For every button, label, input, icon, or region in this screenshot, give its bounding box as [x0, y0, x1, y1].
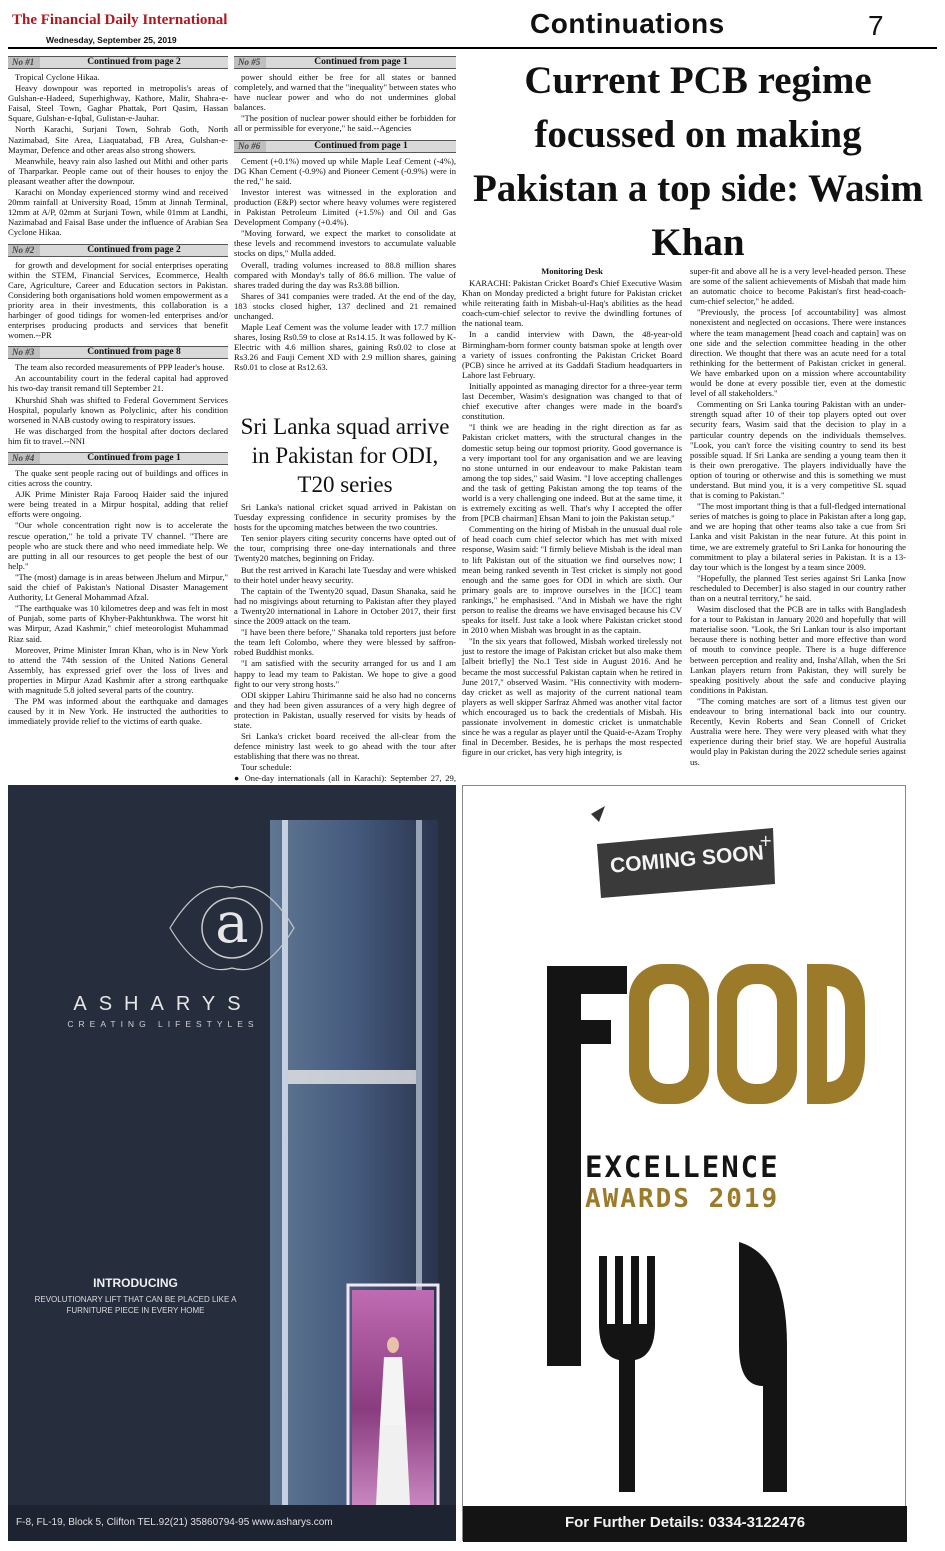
asharys-tagline: CREATING LIFESTYLES: [67, 1019, 259, 1029]
continuation-block-1: [8, 56, 228, 238]
paragraph: Shares of 341 companies were traded. At the end of the day, 183 stocks closed higher, 137 declined and 21 remained unchanged.: [234, 290, 456, 321]
paragraph: Sri Lanka's cricket board received the all-clear from the defence ministry last week to go ahead with the tour after establishing that there was no threat.: [234, 731, 456, 762]
paragraph: In a candid interview with Dawn, the 48-year-old Birmingham-born former county batsman spoke at length over a variety of issues confronting the Pakistan Cricket Board (PCB) since he arrived at its Gaddafi Stadium headquarters in Lahore last February.: [462, 329, 682, 380]
continuation-block-6: [234, 140, 456, 373]
paragraph: Heavy downpour was reported in metropolis's areas of Gulshan-e-Hadeed, Superhighway, Kathore, Malir, Shahra-e-Faisal, Steel Town, Gaghar Phattak, Port Qasim, Hassan Square, Gulshan-e-Iqbal, Gulistan-e-Jauhar.: [8, 83, 228, 124]
continuation-number: No #2: [8, 245, 40, 256]
paragraph: The captain of the Twenty20 squad, Dasun Shanaka, said he had no misgivings about returning to Pakistan after they played a Twenty20 international in Lahore in October 2017, their first since the 2009 attack on the team.: [234, 585, 456, 627]
paragraph: "The coming matches are sort of a litmus test given our endeavour to bring international back into our country. Recently, Kevin Roberts and Sean Connell of Cricket Australia were here. They were very pleased with what they experience during their brief stay. We are hopeful Australia would play in Pakistan during the 2022 schedule series against us.: [690, 695, 906, 767]
paragraph: Meanwhile, heavy rain also lashed out Mithi and other parts of Tharparkar. People came out of their houses to enjoy the pleasant weather after the downpour.: [8, 155, 228, 186]
page-number: 7: [868, 10, 884, 41]
paragraph: An accountability court in the federal capital had approved his two-day transit remand till September 21.: [8, 373, 228, 394]
excellence-text: EXCELLENCE: [585, 1150, 780, 1184]
paragraph: "Hopefully, the planned Test series against Sri Lanka [now rescheduled to December] is also staged in our country rather than on a neutral territory," he said.: [690, 572, 906, 603]
paragraph: Tour schedule:: [241, 762, 292, 773]
pcb-column-b: [690, 266, 906, 782]
paragraph: Tropical Cyclone Hikaa.: [15, 72, 100, 82]
asharys-advertisement[interactable]: [8, 785, 456, 1541]
byline: Monitoring Desk: [541, 266, 603, 276]
paragraph: Initially appointed as managing director for a three-year term last December, Wasim's designation was changed to that of chief executive after changes were made in the board's constitution.: [462, 380, 682, 422]
paragraph: "Previously, the process [of accountability] was almost nonexistent and neglected on occasions. There were instances where the team management [head coach and captain] was on one side and the selection committee heading in the other direction. We thought that there was an acute need for a total rethinking for the betterment of Pakistan cricket in general. We have embarked upon on a mission where accountability would be done at every possible tier, even at the domestic level of all stakeholders.": [690, 307, 906, 399]
paragraph: Investor interest was witnessed in the exploration and production (E&P) sector where heavy volumes were registered in Pakistan Petroleum Limited (+1.5%) and Oil and Gas Development Company (+0.4%).: [234, 186, 456, 228]
paragraph: KARACHI: Pakistan Cricket Board's Chief Executive Wasim Khan on Monday predicted a bright future for Pakistan cricket while reiterating faith in Misbah-ul-Haq's abilities as the head coach-cum-chief selector to revive the dwindling fortunes of the national team.: [462, 278, 682, 329]
sri-lanka-story: [234, 502, 456, 782]
continuation-number: No #1: [8, 57, 40, 68]
paragraph: power should either be free for all states or banned completely, and warned that the "inequality" between states who have nuclear power and who do not undermines global balances.: [234, 72, 456, 113]
newspaper-name: The Financial Daily International: [12, 12, 228, 28]
continuation-header: [234, 56, 456, 69]
continuation-block-4: [8, 452, 228, 726]
paragraph: The team also recorded measurements of PPP leader's house.: [15, 362, 225, 373]
continuation-label: Continued from page 1: [87, 453, 181, 463]
continuation-number: No #4: [8, 453, 40, 464]
asharys-logo-letter: a: [215, 891, 249, 956]
svg-text:+: +: [759, 831, 773, 850]
paragraph: "I am satisfied with the security arranged for us and I am happy to lead my team to Pakistan. We hope to give a good fight to our very strong hosts.": [234, 658, 456, 689]
asharys-description-line: REVOLUTIONARY LIFT THAT CAN BE PLACED LIKE A: [34, 1295, 237, 1304]
paragraph: Sri Lanka's national cricket squad arrived in Pakistan on Tuesday expressing confidence in security promises by the hosts for the upcoming matches between the two countries.: [234, 502, 456, 533]
pcb-headline: Current PCB regime focussed on making Pakistan a top side: Wasim Khan: [472, 59, 924, 264]
paragraph: "The (most) damage is in areas between Jhelum and Mirpur," said the chief of Pakistan's National Disaster Management Authority, Lt General Mohammad Afzal.: [8, 571, 228, 603]
paragraph: Karachi on Monday experienced stormy wind and received 20mm rainfall at University Road, 15mm at Jinnah Terminal, 12mm at A/P, 02mm at Surjani Town, while 01mm at Landhi, Nazimabad and Faisal Base under the influence of Arabian Sea Cyclone Hikaa.: [8, 187, 228, 238]
continuation-header: [8, 244, 228, 257]
paragraph: Commenting on Sri Lanka touring Pakistan with an under-strength squad after 10 of their top players opted out over security fears, Wasim said that the decision to play in a particular country depends on the individuals themselves. "Look, you can't force the visiting country to send its best possible squad. If Sri Lanka are sending a young team then it is their own prerogative. The players individually have the option of touring or otherwise and this is something we must understand. But mind you, it is a very competitive SL squad that is coming to Pakistan.": [690, 399, 906, 501]
paragraph: "I have been there before," Shanaka told reporters just before the team left Colombo, where they were blessed by saffron-robed Buddhist monks.: [234, 627, 456, 658]
paragraph: ODI skipper Lahiru Thirimanne said he also had no concerns and they had been given assurances of a very high degree of protection in Pakistan, usually reserved for visits by heads of state.: [234, 689, 456, 730]
food-word: [463, 786, 464, 787]
paragraph: Ten senior players citing security concerns have opted out of the tour, comprising three one-day internationals and three Twenty20 matches, beginning on Friday.: [234, 533, 456, 564]
continuation-block-3: [8, 346, 228, 446]
food-excellence-advertisement[interactable]: [462, 785, 906, 1541]
continuation-header: [8, 346, 228, 359]
paragraph: "The position of nuclear power should either be forbidden for all or permissible for everyone," he said.--Agencies: [234, 113, 456, 134]
paragraph: Maple Leaf Cement was the volume leader with 17.7 million shares, losing Rs0.59 to close at Rs14.15. It was followed by K-Electric with 4.6 million shares, gaining Rs0.02 to close at Rs3.26 and Fauji Cement XD with 2.9 million shares, gaining Rs0.01 to close at Rs12.63.: [234, 322, 456, 373]
continuation-number: No #3: [8, 347, 40, 358]
schedule-item: ● One-day internationals (all in Karachi): September 27, 29,: [234, 773, 456, 793]
paragraph: "I think we are heading in the right direction as far as Pakistan cricket matters, with the structural changes in the domestic setup being our topmost priority. Good governance is a very important tool for any organisation and we are leaving no stone unturned in our endeavour to make Pakistan team among the top sides," said Wasim. "I love accepting challenges and the task of getting Pakistan among the top teams of the world is a very challenging one indeed. But at the same time, it is extremely exciting as well. That's why I accepted the offer from [PCB chairman] Ehsan Mani to join the Pakistan setup.": [462, 422, 682, 524]
issue-date: Wednesday, September 25, 2019: [46, 35, 177, 45]
paragraph: The quake sent people racing out of buildings and offices in cities across the country.: [8, 468, 228, 489]
continuation-label: Continued from page 1: [314, 140, 408, 151]
continuation-block-2: [8, 244, 228, 341]
continuation-header: [8, 56, 228, 69]
asharys-description: [8, 1294, 263, 1316]
paragraph: AJK Prime Minister Raja Farooq Haider said the injured were being treated in a Mirpur hospital, adding that relief efforts were ongoing.: [8, 489, 228, 520]
continuation-number: No #5: [234, 57, 266, 68]
paragraph: Moreover, Prime Minister Imran Khan, who is in New York to attend the 74th session of the United Nations General Assembly, has expressed grief over the loss of lives and properties in Mirpur Azad Kashmir after a strong earthquake with magnitude 5.8 jolted several parts of the country.: [8, 644, 228, 695]
continuation-label: Continued from page 2: [87, 57, 181, 67]
asharys-brand: ASHARYS: [73, 993, 253, 1015]
paragraph: "Our whole concentration right now is to accelerate the rescue operation," he told a private TV channel. "There are people who are stuck there and who need immediate help. We are putting in all our resources to get people the best of our help.": [8, 520, 228, 571]
paragraph: Khurshid Shah was shifted to Federal Government Services Hospital, popularly known as Polyclinic, after his condition worsened in NAB custody owing to respiratory issues.: [8, 394, 228, 425]
paragraph: "Moving forward, we expect the market to consolidate at these levels and recommend investors to accumulate valuable stocks on dips," Mulla added.: [234, 228, 456, 259]
coming-soon-badge: COMING SOON: [609, 841, 765, 878]
paragraph: North Karachi, Surjani Town, Sohrab Goth, North Nazimabad, Site Area, Liaquatabad, FB Area, Gulshan-e-Maymar, Defence and other areas also strong showers.: [8, 124, 228, 155]
pcb-column-a: [462, 266, 682, 782]
asharys-introducing: INTRODUCING: [93, 1276, 178, 1290]
masthead-rule: [8, 47, 937, 49]
paragraph: Cement (+0.1%) moved up while Maple Leaf Cement (-4%), DG Khan Cement (-0.9%) and Pioneer Cement (-0.9%) were in the red," he said.: [234, 155, 456, 186]
schedule-text: One-day internationals (all in Karachi): September 27, 29,: [244, 773, 457, 784]
column-1: [8, 56, 228, 781]
asharys-footer: F-8, FL-19, Block 5, Clifton TEL.92(21) 35860794-95 www.asharys.com: [16, 1517, 333, 1528]
paragraph: Wasim disclosed that the PCB are in talks with Bangladesh for a tour to Pakistan in January 2020 and hopefully that will materialise soon. "Look, the Sri Lankan tour is also important because there is nothing better and more effective than word of mouth to convince people. There is a huge difference between perception and reality and, Insha'Allah, when the Sri Lankan players return from Pakistan, they will surely be speaking positively about the safe and conducive playing conditions in Pakistan.: [690, 604, 906, 695]
continuation-number: No #6: [234, 141, 266, 152]
paragraph: super-fit and above all he is a very level-headed person. These are some of the salient achievements of Misbah that made him an automatic choice to become Pakistan's first head-coach-cum-chief selector," he added.: [690, 266, 906, 307]
asharys-description-line: FURNITURE PIECE IN EVERY HOME: [66, 1306, 205, 1315]
paragraph: Commenting on the hiring of Misbah in the unusual dual role of head coach cum chief selector which has met with mixed response, Wasim said: "I firmly believe Misbah is the ideal man to lift Pakistan out of the situation we find ourselves now; I mean being ranked seventh in Test cricket is simply not good enough and the same goes for ODI in which are sixth. Our primary goals are to improve ourselves in the [ICC] team rankings," he emphasised. "And in Misbah we have the right person to realise the dreams we have envisaged because his CV speaks for itself. Just take a look where Pakistan cricket stood in 2010 when Misbah was brought in as the captain.: [462, 524, 682, 636]
paragraph: for growth and development for social enterprises operating within the STEM, Financial Services, Ecommerce, Health Care, Agriculture, Career and Education sectors in Pakistan. Considering both organisations hold women empowerment as a priority area in their investments, this collaboration is a harbinger of good tidings for women-led enterprises and/or enterprises producing products and services that benefit women.--PR: [8, 259, 228, 341]
paragraph: The PM was informed about the earthquake and damages caused by it in New York. He instructed the authorities to immediately provide relief to the victims of earth quake.: [8, 696, 228, 727]
paragraph: "In the six years that followed, Misbah worked tirelessly not just to restore the image of Pakistan cricket but also make them [albeit briefly] the No.1 Test side in August 2016. And he became the most successful Pakistan captain when he retired in June 2017," observed Wasim. "His connectivity with modern-day cricket as well as majority of the current national team players as well skipper Sarfraz Ahmed was another vital factor which encouraged us to back the credentials of Misbah. His passionate involvement in domestic cricket is unmatchable since he was a regular as player until the Quaid-e-Azam Trophy final in December. Besides, he is perhaps the most respected figure in our cricket, has very high integrity, is: [462, 636, 682, 758]
continuation-label: Continued from page 1: [314, 57, 408, 67]
continuation-header: [234, 140, 456, 153]
paragraph: He was discharged from the hospital after doctors declared him fit to travel.--NNI: [8, 425, 228, 446]
section-title: Continuations: [530, 8, 725, 39]
paragraph: "The earthquake was 10 kilometres deep and was felt in most of Punjab, some parts of Khyber-Pakhtunkhwa. The worst hit was Mirpur, Azad Kashmir," chief meteorologist Muhammad Riaz said.: [8, 603, 228, 644]
awards-text: AWARDS 2019: [585, 1184, 780, 1214]
paragraph: Overall, trading volumes increased to 88.8 million shares compared with Monday's tally of 86.6 million. The value of shares traded during the day was Rs3.88 billion.: [234, 259, 456, 290]
column-2: [234, 56, 456, 408]
paragraph: But the rest arrived in Karachi late Tuesday and were whisked to their hotel under heavy security.: [234, 564, 456, 585]
continuation-label: Continued from page 2: [87, 244, 181, 255]
paragraph: "The most important thing is that a full-fledged international series of matches is going to place in Pakistan after a long gap, and we are hoping that other teams also take a cue from Sri Lanka and visit Pakistan in the near future. At this point in time, we are extremely grateful to Sri Lanka for honouring the commitment to play a bilateral series in Pakistan. It is a 13-day tour which is the longest by a team since 2009.: [690, 501, 906, 572]
continuation-header: [8, 452, 228, 465]
food-ad-footer: For Further Details: 0334-3122476: [564, 1514, 806, 1531]
continuation-label: Continued from page 8: [87, 347, 181, 358]
sri-lanka-headline: Sri Lanka squad arrive in Pakistan for ODI, T20 series: [240, 414, 450, 497]
continuation-block-5: [234, 56, 456, 134]
